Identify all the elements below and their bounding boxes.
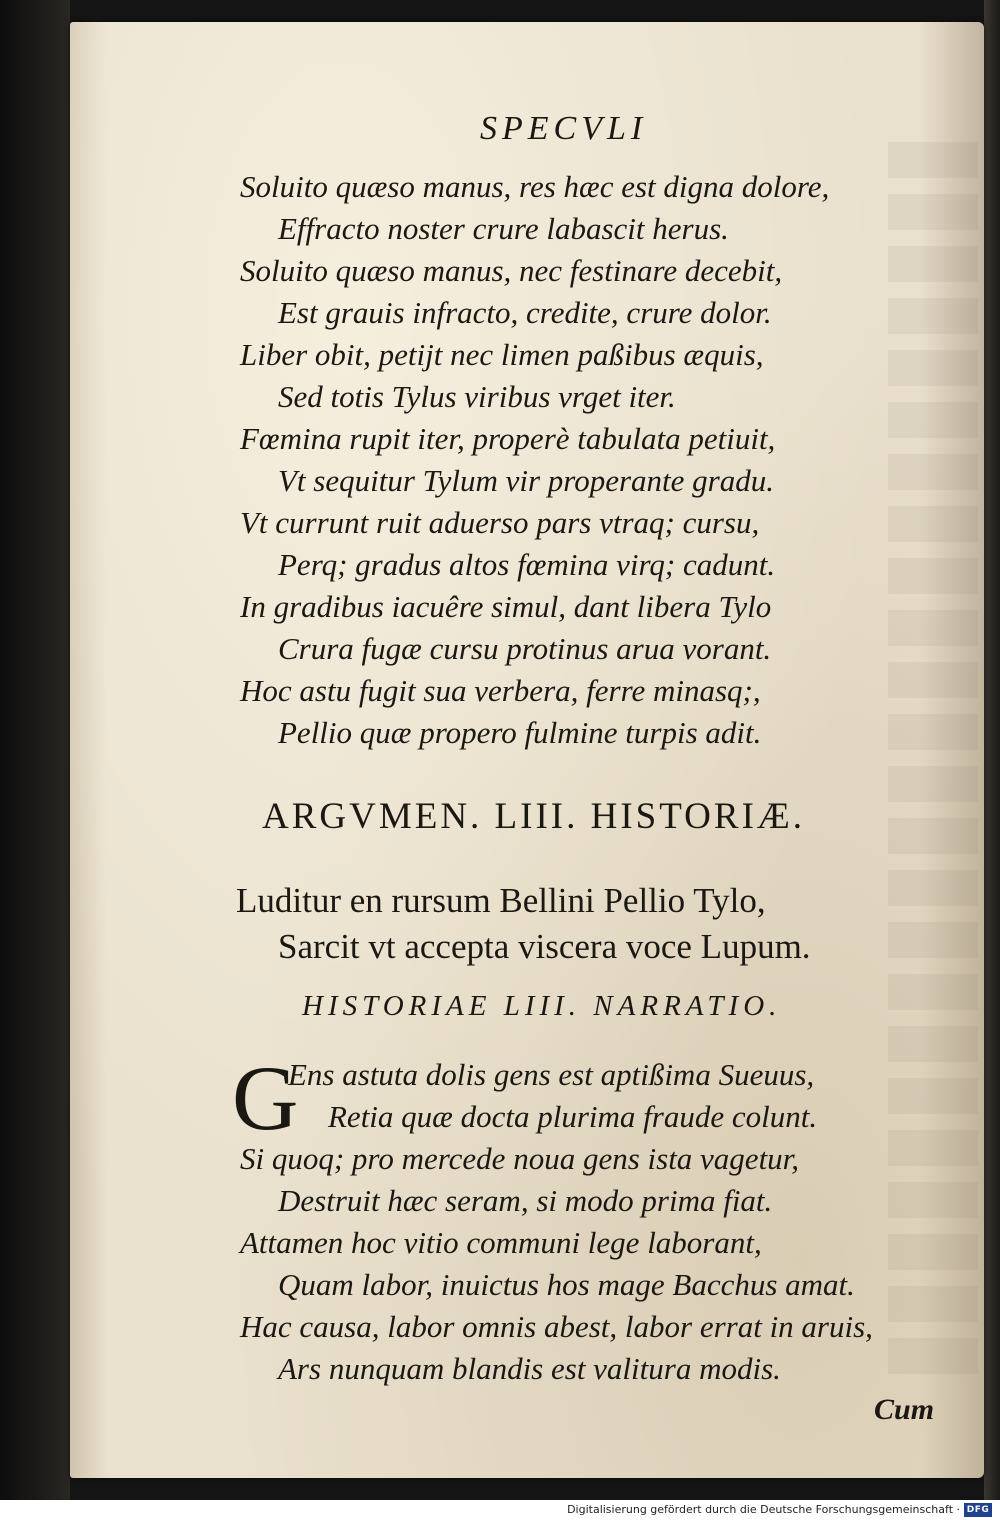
narratio-line: Destruit hæc seram, si modo prima fiat.	[278, 1183, 773, 1218]
argument-line: Sarcit vt accepta viscera voce Lupum.	[278, 927, 811, 966]
verse-line: Vt currunt ruit aduerso pars vtraq; cursu,	[240, 505, 760, 540]
narratio-line: Si quoq; pro mercede noua gens ista vagetur,	[240, 1141, 800, 1176]
show-through-bleed	[888, 142, 978, 1382]
narratio-line: Ars nunquam blandis est valitura modis.	[278, 1351, 781, 1386]
book-edge-right	[984, 0, 1000, 1500]
verse-line: Est grauis infracto, credite, crure dolor.	[278, 295, 772, 330]
argument-heading: ARGVMEN. LIII. HISTORIÆ.	[262, 796, 806, 837]
verse-line: Vt sequitur Tylum vir properante gradu.	[278, 463, 774, 498]
verse-line: Sed totis Tylus viribus vrget iter.	[278, 379, 676, 414]
narratio-line: Retia quæ docta plurima fraude colunt.	[328, 1099, 818, 1134]
narratio-line: Quam labor, inuictus hos mage Bacchus amat.	[278, 1267, 855, 1302]
drop-cap: G	[232, 1047, 299, 1149]
running-head: SPECVLI	[480, 110, 648, 147]
argument-verses	[236, 878, 811, 970]
funding-credit: Digitalisierung gefördert durch die Deutsche Forschungsgemeinschaft ·	[567, 1503, 960, 1516]
verse-line: Hoc astu fugit sua verbera, ferre minasq;,	[240, 673, 761, 708]
narratio-verses	[240, 1054, 873, 1390]
digitization-footer	[0, 1500, 1000, 1520]
narratio-heading: HISTORIAE LIII. NARRATIO.	[302, 990, 782, 1022]
verse-line: Pellio quæ propero fulmine turpis adit.	[278, 715, 762, 750]
verse-line: In gradibus iacuêre simul, dant libera Tylo	[240, 589, 772, 624]
verse-line: Liber obit, petijt nec limen paßibus æquis,	[240, 337, 764, 372]
narratio-line: Hac causa, labor omnis abest, labor errat in aruis,	[240, 1309, 873, 1344]
verse-block-1	[240, 166, 829, 754]
argument-line: Luditur en rursum Bellini Pellio Tylo,	[236, 881, 766, 920]
narratio-line: Ens astuta dolis gens est aptißima Sueuus,	[288, 1057, 815, 1092]
verse-line: Perq; gradus altos fœmina virq; cadunt.	[278, 547, 776, 582]
verse-line: Crura fugæ cursu protinus arua vorant.	[278, 631, 772, 666]
book-spine-left	[0, 0, 70, 1500]
narratio-line: Attamen hoc vitio communi lege laborant,	[240, 1225, 762, 1260]
verse-line: Soluito quæso manus, nec festinare decebit,	[240, 253, 783, 288]
verse-line: Soluito quæso manus, res hæc est digna dolore,	[240, 169, 830, 204]
dfg-logo: DFG	[964, 1503, 992, 1517]
verse-line: Fœmina rupit iter, properè tabulata petiuit,	[240, 421, 776, 456]
catchword: Cum	[874, 1393, 935, 1426]
verse-line: Effracto noster crure labascit herus.	[278, 211, 729, 246]
